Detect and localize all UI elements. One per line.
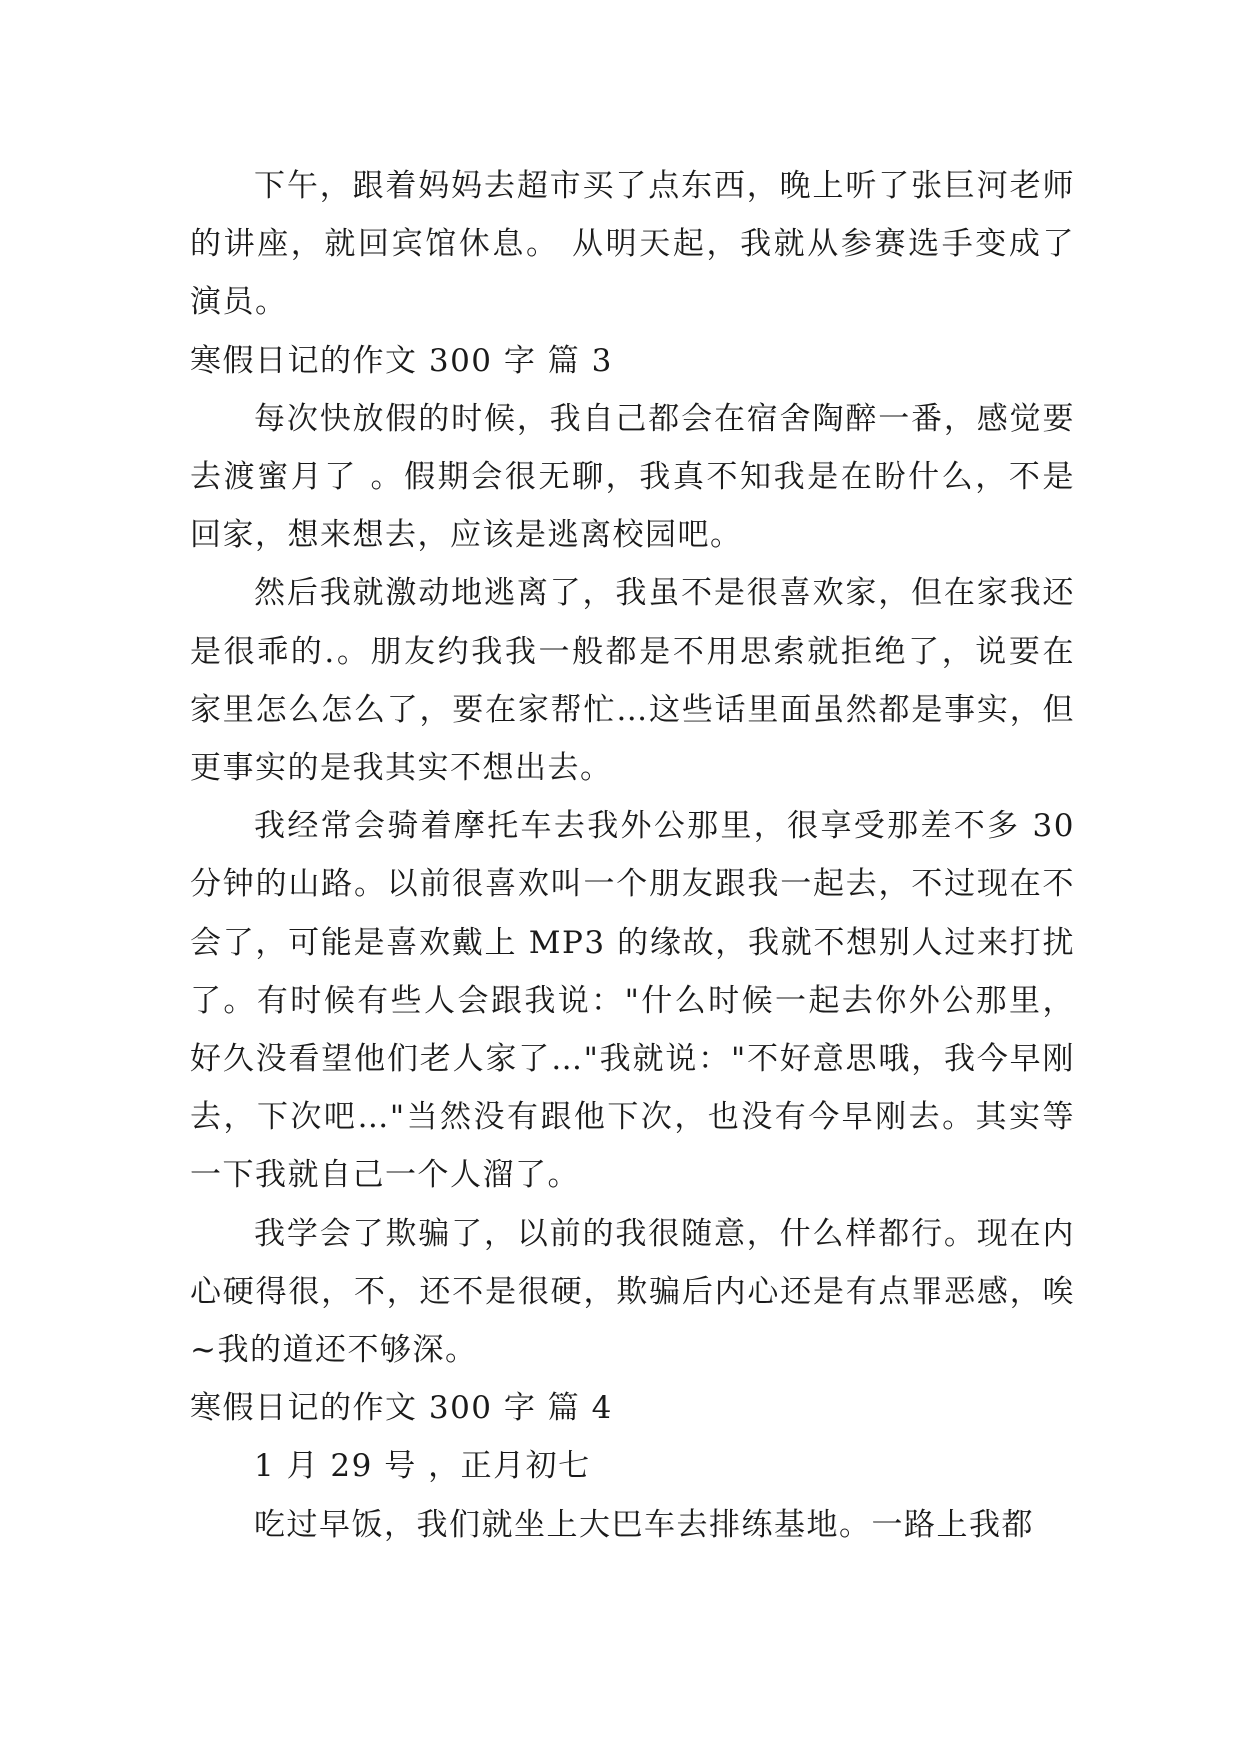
paragraph-escape-home: 然后我就激动地逃离了，我虽不是很喜欢家，但在家我还是很乖的.。朋友约我我一般都是不用思索就拒绝了，说要在家里怎么怎么了，要在家帮忙…这些话里面虽然都是事实，但更事实的是我其实不想出去。 bbox=[190, 575, 1075, 787]
document-body bbox=[190, 157, 1075, 1554]
paragraph-deception: 我学会了欺骗了，以前的我很随意，什么样都行。现在内心硬得很，不，还不是很硬，欺骗后内心还是有点罪恶感，唉~我的道还不够深。 bbox=[190, 1215, 1075, 1369]
heading-part-4: 寒假日记的作文 300 字 篇 4 bbox=[190, 1390, 613, 1427]
paragraph-motorbike: 我经常会骑着摩托车去我外公那里，很享受那差不多 30 分钟的山路。以前很喜欢叫一个朋友跟我一起去，不过现在不会了，可能是喜欢戴上 MP3 的缘故，我就不想别人过来打扰了。有时候有些人会跟我说："什么时候一起去你外公那里，好久没看望他们老人家了…"我就说："不好意思哦，我今早刚去，下次吧…"当然没有跟他下次，也没有今早刚去。其实等一下我就自己一个人溜了。 bbox=[190, 808, 1075, 1194]
paragraph-date: 1 月 29 号 ，正月初七 bbox=[254, 1448, 591, 1485]
paragraph-breakfast-bus: 吃过早饭，我们就坐上大巴车去排练基地。一路上我都 bbox=[254, 1506, 1034, 1543]
heading-part-3: 寒假日记的作文 300 字 篇 3 bbox=[190, 342, 613, 379]
paragraph-afternoon: 下午，跟着妈妈去超市买了点东西，晚上听了张巨河老师的讲座，就回宾馆休息。 从明天起，我就从参赛选手变成了演员。 bbox=[190, 168, 1075, 321]
paragraph-vacation-coming: 每次快放假的时候，我自己都会在宿舍陶醉一番，感觉要去渡蜜月了 。假期会很无聊，我真不知我是在盼什么，不是回家，想来想去，应该是逃离校园吧。 bbox=[190, 400, 1075, 554]
